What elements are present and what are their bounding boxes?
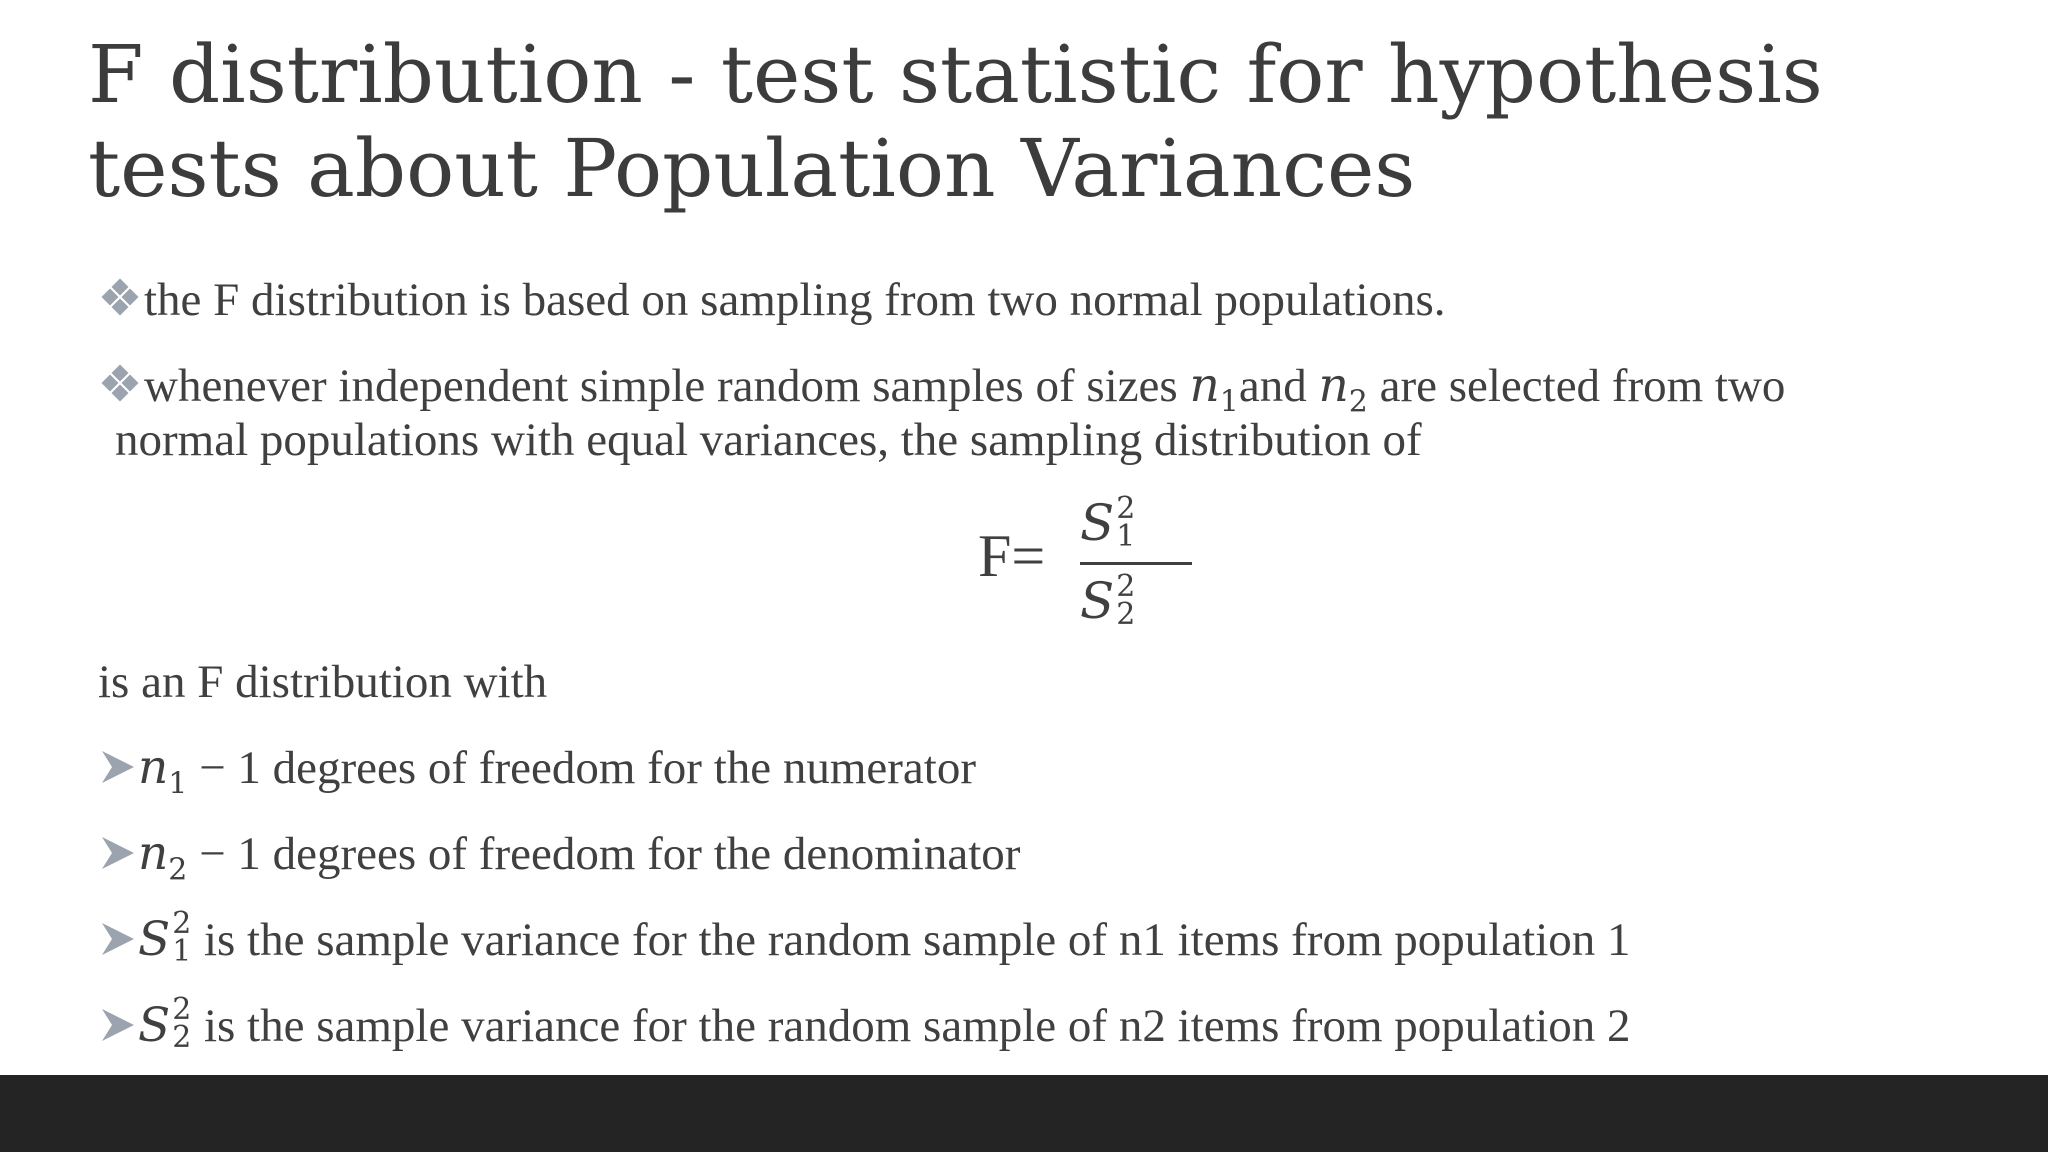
footer-bar: [0, 1075, 2048, 1152]
bullet-2-line-2: normal populations with equal variances, the sampling distribution of: [115, 414, 1422, 466]
slide-title: [88, 28, 1988, 216]
bullet-1: [100, 272, 1446, 328]
formula-fraction: [1080, 490, 1192, 640]
bullet-2-middle: and: [1238, 360, 1319, 412]
bullet-2-suffix: are selected from two: [1367, 360, 1786, 412]
diamond-bullet-icon: [100, 279, 140, 319]
n2-symbol: $n_2$: [138, 826, 188, 888]
formula-label: F=: [978, 523, 1046, 589]
n1-symbol: $n_1$: [1189, 358, 1239, 420]
arrow-item-2-text: − 1 degrees of freedom for the denominator: [187, 828, 1021, 880]
bullet-1-text: the F distribution is based on sampling from two normal populations.: [144, 274, 1446, 326]
arrow-bullet-icon: [100, 921, 136, 957]
fraction-bar: [1080, 562, 1192, 565]
s2-squared-symbol: S 2 2: [138, 992, 192, 1055]
arrow-item-3: [100, 906, 1631, 969]
bullet-2-prefix: whenever independent simple random samples of sizes: [144, 360, 1190, 412]
arrow-bullet-icon: [100, 1007, 136, 1043]
arrow-item-2: [100, 826, 1020, 898]
arrow-bullet-icon: [100, 835, 136, 871]
s1-squared-symbol: S 2 1: [138, 906, 192, 969]
arrow-bullet-icon: [100, 749, 136, 785]
arrow-item-4-text: is the sample variance for the random sample of n2 items from population 2: [192, 1000, 1631, 1052]
formula-numerator: S 2 1: [1080, 491, 1136, 554]
arrow-item-1: [100, 740, 976, 812]
arrow-item-4: [100, 992, 1631, 1055]
diamond-bullet-icon: [100, 365, 140, 405]
n1-symbol: $n_1$: [138, 740, 188, 802]
title-line-2: tests about Population Variances: [88, 122, 1416, 215]
formula-denominator: S 2 2: [1080, 569, 1136, 632]
f-formula: [978, 490, 1198, 640]
intro-text: is an F distribution with: [98, 656, 548, 708]
arrow-item-1-text: − 1 degrees of freedom for the numerator: [187, 742, 977, 794]
title-line-1: F distribution - test statistic for hypothesis: [88, 28, 1823, 121]
n2-symbol: $n_2$: [1318, 358, 1368, 420]
arrow-item-3-text: is the sample variance for the random sample of n1 items from population 1: [192, 914, 1631, 966]
